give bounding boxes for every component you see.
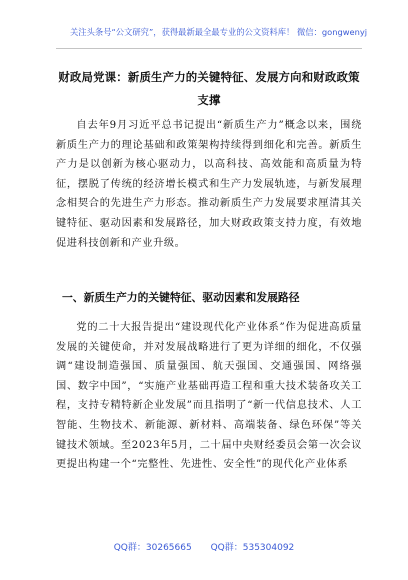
section-heading: 一、新质生产力的关键特征、驱动因素和发展路径 [62, 291, 300, 304]
header-divider [56, 48, 362, 49]
footer [0, 540, 408, 553]
paragraph-intro: 自去年9月习近平总书记提出“新质生产力”概念以来，围绕新质生产力的理论基础和政策架构持续得到细化和完善。新质生产力是以创新为核心驱动力，以高科技、高效能和高质量为特征，摆脱了传统的经济增长模式和生产力发展轨迹，与新发展理念相契合的先进生产力形态。推动新质生产力发展要求厘清其关键特征、驱动因素和发展路径，加大财政政策支持力度，有效地促进科技创新和产业升级。 [56, 120, 362, 249]
document-title: 财政局党课：新质生产力的关键特征、发展方向和财政政策支撑 [58, 70, 360, 107]
footer-qq-group-1: QQ群：30265665 [113, 543, 192, 553]
footer-qq-group-2: QQ群：535304092 [210, 543, 295, 553]
paragraph-section1: 党的二十大报告提出“建设现代化产业体系”作为促进高质量发展的关键使命，并对发展战略进行了更为详细的细化，不仅强调“建设制造强国、质量强国、航天强国、交通强国、网络强国、数字中国”，“实施产业基础再造工程和重大技术装备攻关工程，支持专精特新企业发展”而且指明了“新一代信息技术、人工智能、生物技术、新能源、新材料、高端装备、绿色环保”等关键技术领域。至2023年5月，二十届中央财经委员会第一次会议更提出构建一个“完整性、先进性、安全性”的现代化产业体系 [56, 322, 362, 471]
header-banner: 关注头条号“公文研究”，获得最新最全最专业的公文资料库！ 微信：gongwenyj [70, 27, 368, 37]
